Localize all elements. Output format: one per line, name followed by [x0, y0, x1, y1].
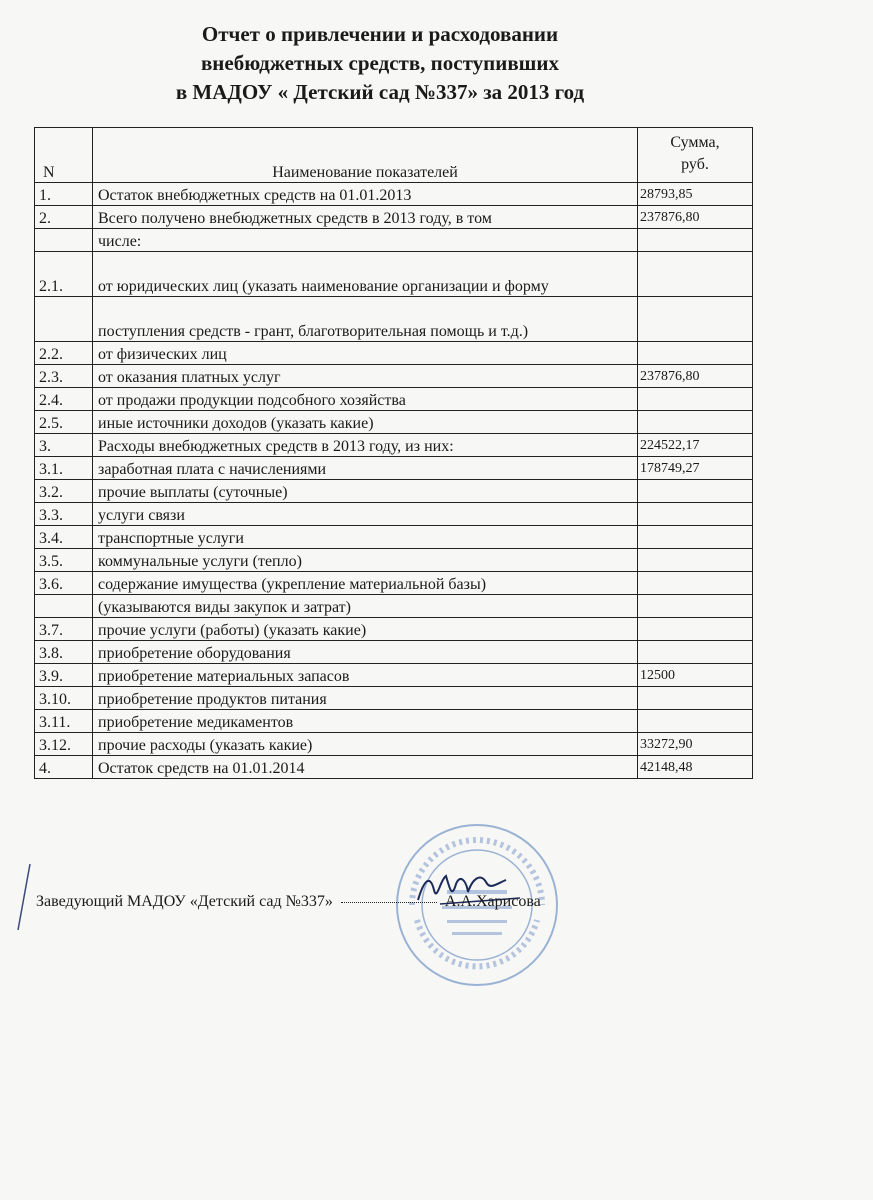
header-sum-line-1: Сумма,: [670, 134, 720, 151]
row-sum: 178749,27: [638, 457, 753, 480]
row-indicator-name: приобретение медикаментов: [93, 710, 638, 733]
row-indicator-name: коммунальные услуги (тепло): [93, 549, 638, 572]
row-sum: 224522,17: [638, 434, 753, 457]
row-sum: [638, 342, 753, 365]
signature-line: [36, 893, 541, 911]
row-indicator-name: приобретение оборудования: [93, 641, 638, 664]
row-sum: [638, 411, 753, 434]
row-number: 2.3.: [35, 365, 93, 388]
row-sum: [638, 687, 753, 710]
table-row: [35, 457, 753, 480]
table-row: [35, 206, 753, 229]
margin-mark: [14, 862, 34, 932]
row-sum: 12500: [638, 664, 753, 687]
row-sum: [638, 549, 753, 572]
row-sum: [638, 480, 753, 503]
header-indicator-name: Наименование показателей: [93, 128, 638, 183]
row-indicator-name: Расходы внебюджетных средств в 2013 году, из них:: [93, 434, 638, 457]
row-indicator-name: Всего получено внебюджетных средств в 2013 году, в том: [93, 206, 638, 229]
row-number: 3.1.: [35, 457, 93, 480]
row-number: 2.2.: [35, 342, 93, 365]
row-indicator-name: от юридических лиц (указать наименование организации и форму: [93, 252, 638, 297]
table-row: [35, 229, 753, 252]
table-row: [35, 411, 753, 434]
row-number: 3.7.: [35, 618, 93, 641]
row-sum: [638, 618, 753, 641]
table-row: [35, 434, 753, 457]
row-indicator-name: заработная плата с начислениями: [93, 457, 638, 480]
row-sum: [638, 503, 753, 526]
header-sum: [638, 128, 753, 183]
table-row: [35, 297, 753, 342]
row-indicator-name: от физических лиц: [93, 342, 638, 365]
report-table: [34, 127, 753, 779]
row-indicator-name: (указываются виды закупок и затрат): [93, 595, 638, 618]
header-sum-line-2: руб.: [681, 156, 709, 173]
row-indicator-name: прочие расходы (указать какие): [93, 733, 638, 756]
signatory-name: А.А.Харисова: [444, 893, 541, 910]
title-line-3: в МАДОУ « Детский сад №337» за 2013 год: [175, 80, 585, 104]
row-number: [35, 297, 93, 342]
row-indicator-name: числе:: [93, 229, 638, 252]
row-sum: 42148,48: [638, 756, 753, 779]
row-sum: 28793,85: [638, 183, 753, 206]
table-row: [35, 183, 753, 206]
row-sum: [638, 229, 753, 252]
table-row: [35, 572, 753, 595]
row-sum: [638, 526, 753, 549]
table-row: [35, 595, 753, 618]
table-row: [35, 503, 753, 526]
row-sum: [638, 641, 753, 664]
row-number: [35, 229, 93, 252]
report-title: [0, 20, 760, 107]
row-indicator-name: прочие услуги (работы) (указать какие): [93, 618, 638, 641]
table-row: [35, 342, 753, 365]
row-number: 3.12.: [35, 733, 93, 756]
row-number: 3.4.: [35, 526, 93, 549]
row-indicator-name: услуги связи: [93, 503, 638, 526]
row-sum: [638, 595, 753, 618]
signatory-position: Заведующий МАДОУ «Детский сад №337»: [36, 893, 333, 910]
row-number: 2.5.: [35, 411, 93, 434]
row-number: 3.8.: [35, 641, 93, 664]
row-number: 3.5.: [35, 549, 93, 572]
row-indicator-name: содержание имущества (укрепление материальной базы): [93, 572, 638, 595]
table-row: [35, 252, 753, 297]
row-indicator-name: от продажи продукции подсобного хозяйства: [93, 388, 638, 411]
row-number: 3.: [35, 434, 93, 457]
table-row: [35, 618, 753, 641]
table-row: [35, 526, 753, 549]
table-row: [35, 664, 753, 687]
row-sum: [638, 388, 753, 411]
row-number: 2.: [35, 206, 93, 229]
row-number: 3.2.: [35, 480, 93, 503]
row-indicator-name: приобретение материальных запасов: [93, 664, 638, 687]
signature-underline: [341, 902, 437, 903]
row-indicator-name: от оказания платных услуг: [93, 365, 638, 388]
row-number: 1.: [35, 183, 93, 206]
table-row: [35, 710, 753, 733]
title-line-1: Отчет о привлечении и расходовании: [201, 22, 559, 46]
row-number: 3.9.: [35, 664, 93, 687]
row-number: [35, 595, 93, 618]
row-sum: [638, 710, 753, 733]
row-sum: [638, 297, 753, 342]
table-row: [35, 365, 753, 388]
header-number: N: [35, 128, 93, 183]
row-indicator-name: иные источники доходов (указать какие): [93, 411, 638, 434]
row-sum: [638, 572, 753, 595]
table-row: [35, 756, 753, 779]
row-indicator-name: Остаток средств на 01.01.2014: [93, 756, 638, 779]
row-number: 3.3.: [35, 503, 93, 526]
table-row: [35, 733, 753, 756]
row-number: 3.10.: [35, 687, 93, 710]
row-indicator-name: Остаток внебюджетных средств на 01.01.2013: [93, 183, 638, 206]
row-sum: [638, 252, 753, 297]
row-number: 2.1.: [35, 252, 93, 297]
row-indicator-name: приобретение продуктов питания: [93, 687, 638, 710]
table-row: [35, 641, 753, 664]
row-sum: 237876,80: [638, 206, 753, 229]
row-number: 3.11.: [35, 710, 93, 733]
row-number: 3.6.: [35, 572, 93, 595]
table-row: [35, 388, 753, 411]
row-indicator-name: поступления средств - грант, благотворительная помощь и т.д.): [93, 297, 638, 342]
row-number: 2.4.: [35, 388, 93, 411]
row-indicator-name: прочие выплаты (суточные): [93, 480, 638, 503]
table-header-row: [35, 128, 753, 183]
title-line-2: внебюджетных средств, поступивших: [200, 51, 560, 75]
handwritten-signature: [410, 860, 530, 920]
table-row: [35, 549, 753, 572]
table-row: [35, 480, 753, 503]
table-row: [35, 687, 753, 710]
row-sum: 237876,80: [638, 365, 753, 388]
row-sum: 33272,90: [638, 733, 753, 756]
row-indicator-name: транспортные услуги: [93, 526, 638, 549]
row-number: 4.: [35, 756, 93, 779]
